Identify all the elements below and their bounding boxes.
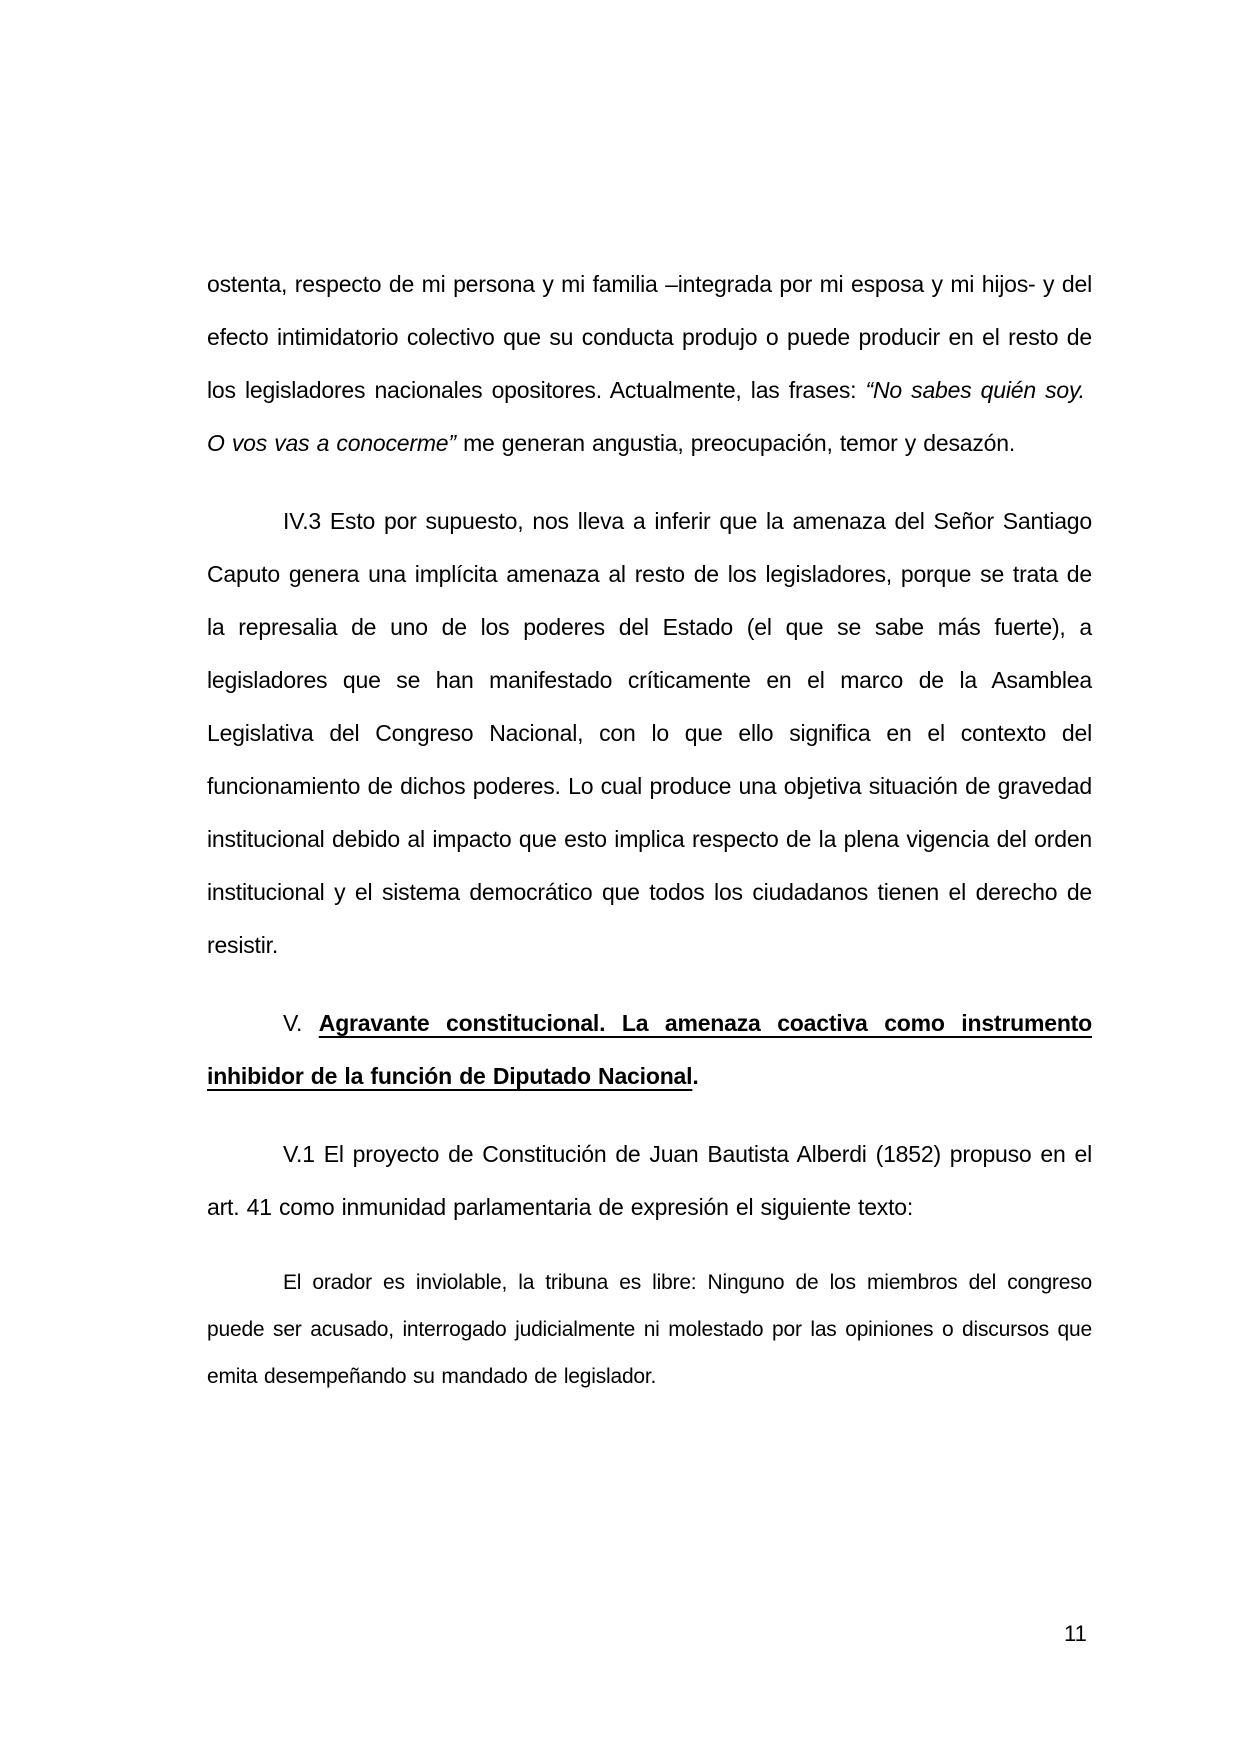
paragraph-continuation: [207, 258, 1092, 470]
inline-quote-italic: “No sabes quién soy. O vos vas a conocerme”: [207, 377, 1092, 456]
section-heading-v: [207, 997, 1092, 1103]
page-number: 11: [1064, 1621, 1087, 1646]
paragraph-iv3: IV.3 Esto por supuesto, nos lleva a inferir que la amenaza del Señor Santiago Caputo genera una implícita amenaza al resto de los legisladores, porque se trata de la represalia de uno de los poderes del Estado (el que se sabe más fuerte), a legisladores que se han manifestado críticamente en el marco de la Asamblea Legislativa del Congreso Nacional, con lo que ello significa en el contexto del funcionamiento de dichos poderes. Lo cual produce una objetiva situación de gravedad institucional debido al impacto que esto implica respecto de la plena vigencia del orden institucional y el sistema democrático que todos los ciudadanos tienen el derecho de resistir.: [207, 508, 1092, 958]
heading-title: Agravante constitucional. La amenaza coactiva como instrumento inhibidor de la función de Diputado Nacional: [207, 1010, 1092, 1089]
heading-period: .: [692, 1063, 699, 1089]
blockquote-alberdi: El orador es inviolable, la tribuna es libre: Ninguno de los miembros del congreso puede ser acusado, interrogado judicialmente ni molestado por las opiniones o discursos que emita desempeñando su mandado de legislador.: [207, 1271, 1092, 1388]
paragraph-continuation-text-after: me generan angustia, preocupación, temor y desazón.: [455, 430, 1016, 456]
body-text: [207, 258, 1092, 1400]
heading-numeral: V.: [283, 1010, 319, 1036]
paragraph-v1: V.1 El proyecto de Constitución de Juan Bautista Alberdi (1852) propuso en el art. 41 como inmunidad parlamentaria de expresión el siguiente texto:: [207, 1141, 1092, 1220]
paragraph-continuation-text-before: ostenta, respecto de mi persona y mi familia –integrada por mi esposa y mi hijos- y del efecto intimidatorio colectivo que su conducta produjo o puede producir en el resto de los legisladores nacionales opositores. Actualmente, las frases:: [207, 271, 1092, 403]
